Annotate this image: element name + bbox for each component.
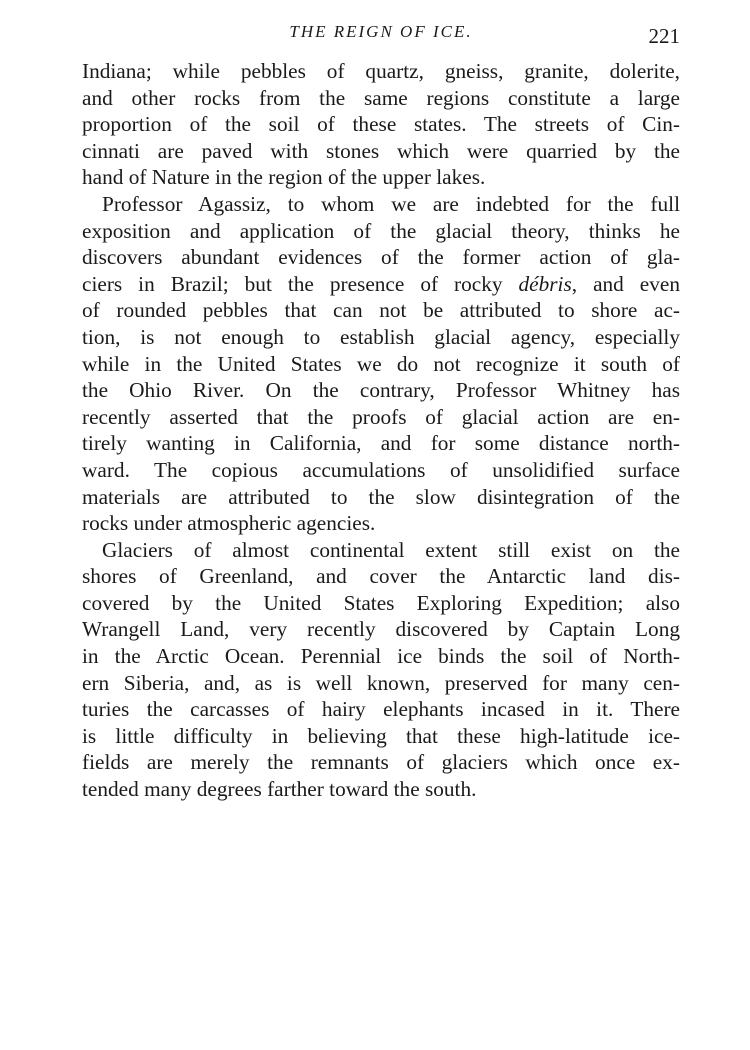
text-line: ern Siberia, and, as is well known, preserved for many cen- — [82, 670, 680, 695]
text-line: in the Arctic Ocean. Perennial ice binds the soil of North- — [82, 644, 680, 669]
text-line: tended many degrees farther toward the south. — [82, 777, 477, 802]
text-line: exposition and application of the glacial theory, thinks he — [82, 218, 680, 243]
text-line: and other rocks from the same regions constitute a large — [82, 85, 680, 110]
paragraph-2 — [82, 191, 680, 537]
text-line: Glaciers of almost continental extent still exist on the — [102, 537, 680, 562]
text-line: fields are merely the remnants of glaciers which once ex- — [82, 750, 680, 775]
text-line: proportion of the soil of these states. The streets of Cin- — [82, 112, 680, 137]
text-line: recently asserted that the proofs of glacial action are en- — [82, 404, 680, 429]
italic-term: débris — [518, 271, 572, 296]
text-line: ciers in Brazil; but the presence of rocky débris, and even — [82, 271, 680, 296]
text-line: tirely wanting in California, and for some distance north- — [82, 431, 680, 456]
text-line: while in the United States we do not recognize it south of — [82, 351, 680, 376]
text-line: Wrangell Land, very recently discovered by Captain Long — [82, 617, 680, 642]
paragraph-1 — [82, 58, 680, 191]
text-line: covered by the United States Exploring Expedition; also — [82, 590, 680, 615]
text-line: turies the carcasses of hairy elephants incased in it. There — [82, 697, 680, 722]
page-header — [82, 20, 680, 50]
text-line: hand of Nature in the region of the upper lakes. — [82, 165, 486, 190]
text-line: is little difficulty in believing that these high-latitude ice- — [82, 723, 680, 748]
body-text — [82, 58, 680, 803]
text-line: Indiana; while pebbles of quartz, gneiss, granite, dolerite, — [82, 59, 680, 83]
text-line: shores of Greenland, and cover the Antarctic land dis- — [82, 564, 680, 589]
running-title: THE REIGN OF ICE. — [289, 22, 473, 41]
text-line: of rounded pebbles that can not be attributed to shore ac- — [82, 298, 680, 323]
paragraph-3 — [82, 537, 680, 803]
text-line: cinnati are paved with stones which were quarried by the — [82, 138, 680, 163]
text-line: ward. The copious accumulations of unsolidified surface — [82, 457, 680, 482]
text-line: rocks under atmospheric agencies. — [82, 511, 376, 536]
text-line: discovers abundant evidences of the former action of gla- — [82, 245, 680, 270]
page-number: 221 — [648, 24, 680, 48]
text-line: materials are attributed to the slow disintegration of the — [82, 484, 680, 509]
text-line: Professor Agassiz, to whom we are indebted for the full — [102, 191, 680, 216]
text-line: tion, is not enough to establish glacial agency, especially — [82, 324, 680, 349]
text-line: the Ohio River. On the contrary, Professor Whitney has — [82, 378, 680, 403]
